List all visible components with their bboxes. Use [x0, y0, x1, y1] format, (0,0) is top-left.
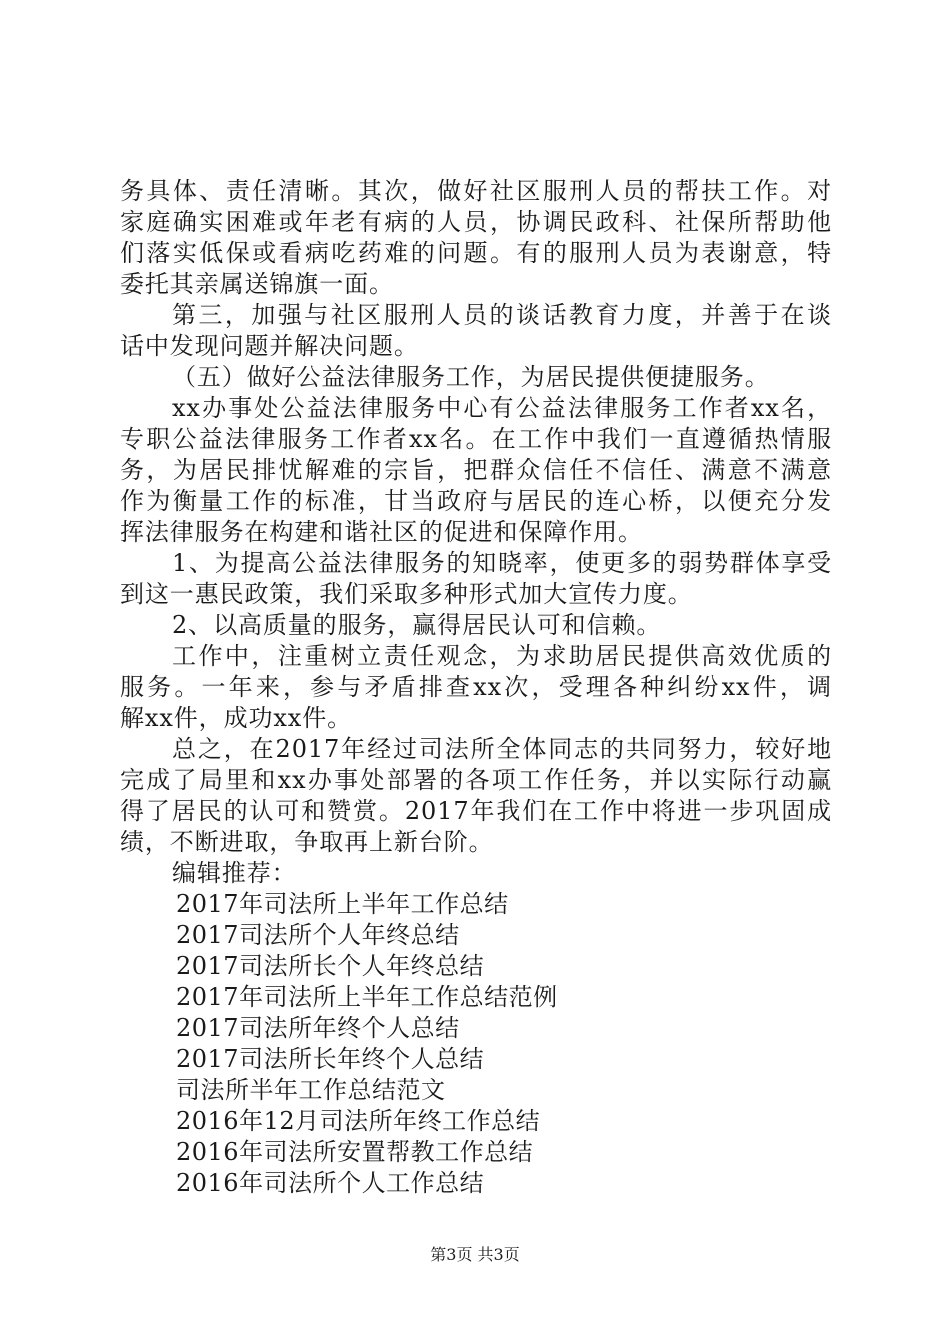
page-footer: 第3页 共3页: [430, 1245, 520, 1264]
paragraph-line: 总之，在2017年经过司法所全体同志的共同努力，较好地: [172, 735, 832, 763]
paragraph-line: 绩，不断进取，争取再上新台阶。: [120, 828, 494, 856]
paragraph-line: 务，为居民排忧解难的宗旨，把群众信任不信任、满意不满意: [120, 456, 832, 484]
recommend-item: 2016年司法所个人工作总结: [176, 1169, 485, 1197]
paragraph-line: 解xx件，成功xx件。: [120, 704, 353, 732]
recommend-item: 2017司法所个人年终总结: [176, 921, 460, 949]
recommend-item: 2016年12月司法所年终工作总结: [176, 1107, 541, 1135]
document-body: [120, 176, 832, 1199]
paragraph-line: 得了居民的认可和赞赏。2017年我们在工作中将进一步巩固成: [120, 797, 832, 825]
recommend-item: 2017司法所长年终个人总结: [176, 1045, 485, 1073]
recommend-item: 2017司法所年终个人总结: [176, 1014, 460, 1042]
paragraph-line: 们落实低保或看病吃药难的问题。有的服刑人员为表谢意，特: [120, 239, 832, 267]
paragraph-line: 完成了局里和xx办事处部署的各项工作任务，并以实际行动赢: [120, 766, 832, 794]
paragraph-line: 委托其亲属送锦旗一面。: [120, 270, 394, 298]
paragraph-line: 到这一惠民政策，我们采取多种形式加大宣传力度。: [120, 580, 693, 608]
paragraph-line: 专职公益法律服务工作者xx名。在工作中我们一直遵循热情服: [120, 425, 832, 453]
paragraph-line: 服务。一年来，参与矛盾排查xx次，受理各种纠纷xx件，调: [120, 673, 832, 701]
recommend-label: 编辑推荐：: [172, 859, 297, 887]
paragraph-line: 工作中，注重树立责任观念，为求助居民提供高效优质的: [172, 642, 832, 670]
recommend-item: 司法所半年工作总结范文: [176, 1076, 446, 1104]
paragraph-line: 2、以高质量的服务，赢得居民认可和信赖。: [172, 611, 662, 639]
paragraph-line: 作为衡量工作的标准，甘当政府与居民的连心桥，以便充分发: [120, 487, 832, 515]
recommend-item: 2017司法所长个人年终总结: [176, 952, 485, 980]
paragraph-line: 1、为提高公益法律服务的知晓率，使更多的弱势群体享受: [172, 549, 832, 577]
paragraph-line: 家庭确实困难或年老有病的人员，协调民政科、社保所帮助他: [120, 208, 832, 236]
paragraph-line: xx办事处公益法律服务中心有公益法律服务工作者xx名，: [172, 394, 832, 422]
recommend-item: 2017年司法所上半年工作总结范例: [176, 983, 558, 1011]
paragraph-line: 话中发现问题并解决问题。: [120, 332, 419, 360]
paragraph-line: 务具体、责任清晰。其次，做好社区服刑人员的帮扶工作。对: [120, 177, 832, 205]
recommend-item: 2016年司法所安置帮教工作总结: [176, 1138, 534, 1166]
recommend-item: 2017年司法所上半年工作总结: [176, 890, 509, 918]
paragraph-line: 第三，加强与社区服刑人员的谈话教育力度，并善于在谈: [172, 301, 832, 329]
paragraph-line: 挥法律服务在构建和谐社区的促进和保障作用。: [120, 518, 643, 546]
section-heading: （五）做好公益法律服务工作，为居民提供便捷服务。: [172, 363, 770, 391]
